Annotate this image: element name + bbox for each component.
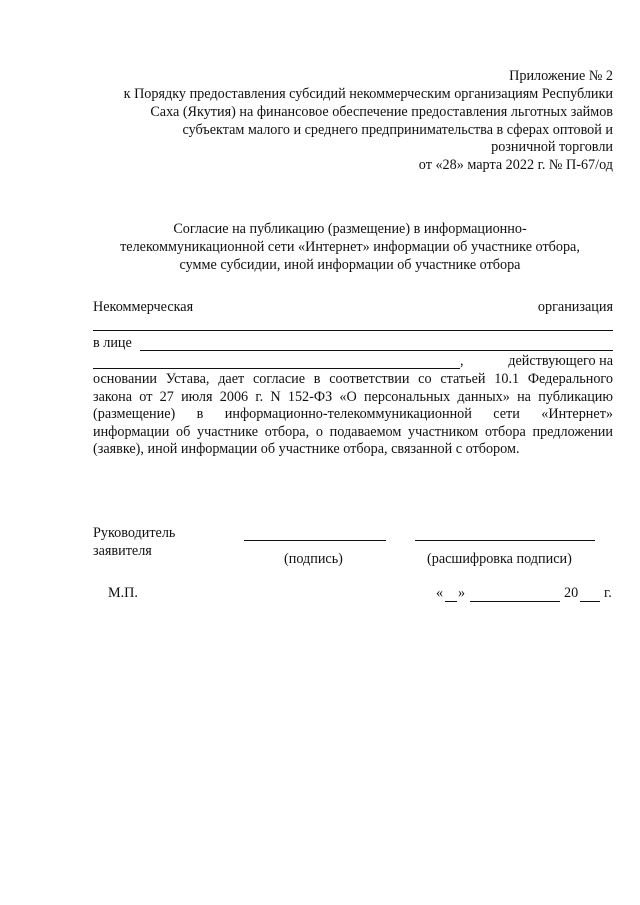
signature-caption: (подпись) — [284, 551, 343, 567]
document-title-line: сумме субсидии, иной информации об участнике отбора — [179, 257, 521, 273]
representative-name-blank[interactable] — [93, 368, 460, 369]
header-line: розничной торговли — [491, 139, 613, 155]
comma: , — [460, 353, 464, 369]
header-line: к Порядку предоставления субсидий некоммерческим организациям Республики — [123, 86, 613, 102]
header-line: субъектам малого и среднего предпринимательства в сферах оптовой и — [182, 122, 613, 138]
date-month-blank[interactable] — [470, 601, 560, 602]
appendix-number: Приложение № 2 — [509, 68, 613, 84]
signature-decoding-caption: (расшифровка подписи) — [427, 551, 572, 567]
document-title-line: Согласие на публикацию (размещение) в информационно- — [173, 221, 527, 237]
header-line: Саха (Якутия) на финансовое обеспечение предоставления льготных займов — [150, 104, 613, 120]
signer-role-line1: Руководитель — [93, 525, 176, 541]
year-suffix: г. — [604, 585, 612, 601]
consent-paragraph-line: закона от 27 июля 2006 г. N 152-ФЗ «О персональных данных» на публикацию — [93, 389, 613, 405]
header-date-line: от «28» марта 2022 г. № П-67/од — [418, 157, 613, 173]
signature-decoding-blank[interactable] — [415, 540, 595, 541]
consent-paragraph-line: (размещение) в информационно-телекоммуникационной сети «Интернет» — [93, 406, 613, 422]
stamp-label: М.П. — [108, 585, 138, 601]
consent-paragraph-line: (заявке), иной информации об участнике отбора, связанной с отбором. — [93, 441, 520, 457]
signature-blank[interactable] — [244, 540, 386, 541]
representative-blank[interactable] — [140, 350, 613, 351]
in-person-label: в лице — [93, 335, 132, 351]
document-title-line: телекоммуникационной сети «Интернет» информации об участнике отбора, — [120, 239, 580, 255]
org-label-right: организация — [537, 299, 613, 315]
org-name-blank[interactable] — [93, 330, 613, 331]
consent-paragraph-line: основании Устава, дает согласие в соответствии со статьей 10.1 Федерального — [93, 371, 613, 387]
date-year-blank[interactable] — [580, 601, 600, 602]
acting-label: действующего на — [508, 353, 613, 369]
signer-role-line2: заявителя — [93, 543, 152, 559]
consent-paragraph-line: информации об участнике отбора, о подаваемом участником отбора предложении — [93, 424, 613, 440]
org-label: Некоммерческая — [93, 299, 194, 315]
date-open-quote: « — [436, 585, 444, 601]
date-close-quote: » — [458, 585, 466, 601]
date-day-blank[interactable] — [445, 601, 457, 602]
year-prefix: 20 — [564, 585, 579, 601]
